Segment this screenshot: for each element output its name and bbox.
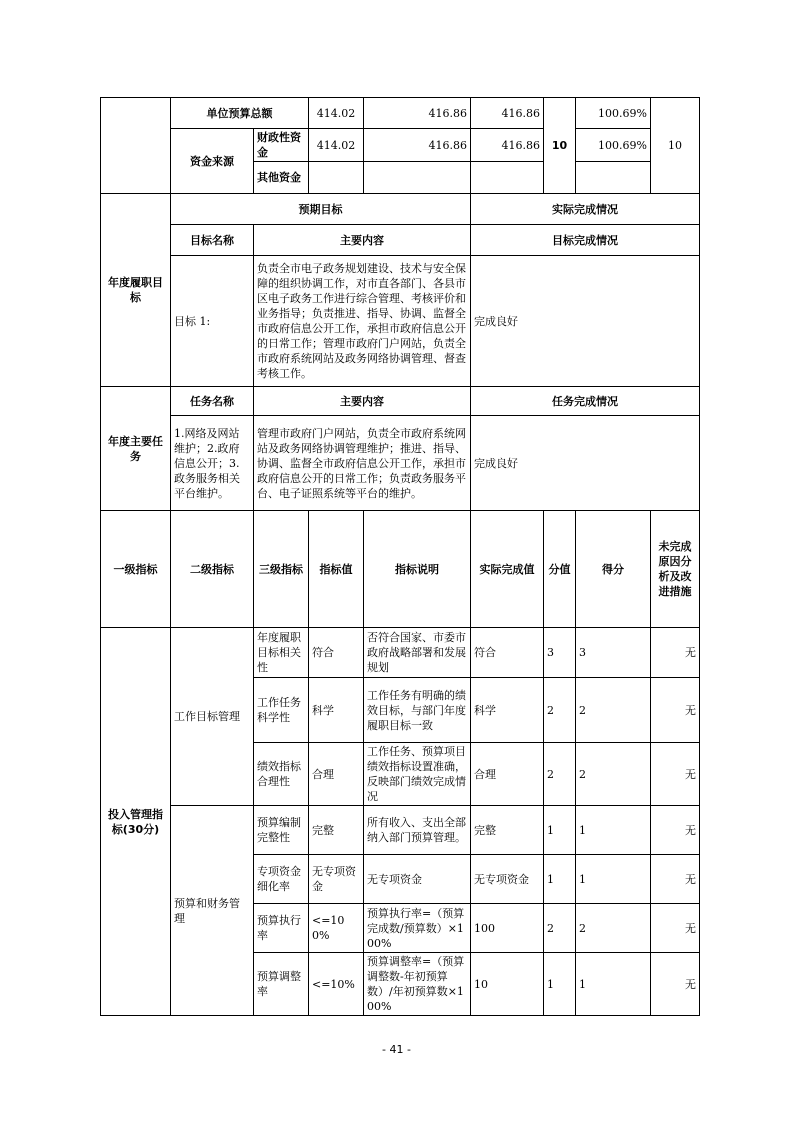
- main-content-header: 主要内容: [254, 225, 471, 256]
- indicator-description: 工作任务、预算项目绩效指标设置准确，反映部门绩效完成情况: [364, 743, 471, 806]
- budget-rate: 100.69%: [576, 129, 651, 162]
- task-name-header: 任务名称: [171, 387, 254, 416]
- task-row: [101, 416, 700, 511]
- page-number: - 41 -: [382, 1043, 411, 1056]
- budget-fiscal-row: [101, 129, 700, 162]
- blank-cell: [471, 162, 544, 194]
- goals-header-row: [101, 194, 700, 225]
- score: 2: [576, 678, 651, 743]
- task-result: 完成良好: [471, 416, 700, 511]
- indicator-description: 工作任务有明确的绩效目标，与部门年度履职目标一致: [364, 678, 471, 743]
- budget-total-row: [101, 98, 700, 129]
- points: 3: [544, 628, 576, 678]
- actual-value: 完整: [471, 806, 544, 855]
- indicator-description: 无专项资金: [364, 855, 471, 904]
- actual-completion-header: 实际完成情况: [471, 194, 700, 225]
- goal-name: 目标 1:: [171, 256, 254, 387]
- blank-cell: [101, 98, 171, 194]
- level3-indicator: 工作任务科学性: [254, 678, 309, 743]
- level3-indicator: 预算执行率: [254, 904, 309, 953]
- actual-value: 10: [471, 953, 544, 1016]
- blank-cell: [576, 162, 651, 194]
- points: 1: [544, 855, 576, 904]
- level3-indicator: 年度履职目标相关性: [254, 628, 309, 678]
- indicator-description: 否符合国家、市委市政府战略部署和发展规划: [364, 628, 471, 678]
- goal-row: [101, 256, 700, 387]
- indicator-header: 未完成原因分析及改进措施: [651, 511, 700, 628]
- reason: 无: [651, 855, 700, 904]
- indicator-description: 预算调整率=（预算调整数-年初预算数）/年初预算数×100%: [364, 953, 471, 1016]
- budget-cell: 414.02: [309, 98, 364, 129]
- reason: 无: [651, 904, 700, 953]
- score: 3: [576, 628, 651, 678]
- actual-value: 科学: [471, 678, 544, 743]
- reason: 无: [651, 953, 700, 1016]
- budget-final-score: 10: [651, 98, 700, 194]
- indicator-value: 合理: [309, 743, 364, 806]
- budget-cell: 416.86: [364, 98, 471, 129]
- other-fund-label: 其他资金: [254, 162, 309, 194]
- budget-cell: 414.02: [309, 129, 364, 162]
- budget-cell: 416.86: [471, 98, 544, 129]
- level3-indicator: 专项资金细化率: [254, 855, 309, 904]
- indicator-header: 三级指标: [254, 511, 309, 628]
- annual-goals-label: 年度履职目标: [101, 194, 171, 387]
- task-content-header: 主要内容: [254, 387, 471, 416]
- annual-tasks-label: 年度主要任务: [101, 387, 171, 511]
- score: 2: [576, 904, 651, 953]
- points: 2: [544, 678, 576, 743]
- indicator-value: 完整: [309, 806, 364, 855]
- budget-score: 10: [544, 98, 576, 194]
- points: 2: [544, 904, 576, 953]
- goals-subheader-row: [101, 225, 700, 256]
- goal-result: 完成良好: [471, 256, 700, 387]
- budget-cell: 416.86: [364, 129, 471, 162]
- goal-content: 负责全市电子政务规划建设、技术与安全保障的组织协调工作，对市直各部门、各县市区电子政务工作进行综合管理、考核评价和业务指导；负责推进、指导、协调、监督全市政府信息公开工作，承担市政府信息公开的日常工作；管理市政府门户网站，负责全市政府系统网站及政务网络协调管理、督查考核工作。: [254, 256, 471, 387]
- reason: 无: [651, 806, 700, 855]
- actual-value: 合理: [471, 743, 544, 806]
- actual-value: 无专项资金: [471, 855, 544, 904]
- level3-indicator: 预算调整率: [254, 953, 309, 1016]
- blank-cell: [364, 162, 471, 194]
- budget-cell: 416.86: [471, 129, 544, 162]
- indicator-value: 符合: [309, 628, 364, 678]
- goal-result-header: 目标完成情况: [471, 225, 700, 256]
- task-name: 1.网络及网站维护；2.政府信息公开；3.政务服务相关平台维护。: [171, 416, 254, 511]
- actual-value: 符合: [471, 628, 544, 678]
- task-result-header: 任务完成情况: [471, 387, 700, 416]
- reason: 无: [651, 628, 700, 678]
- points: 1: [544, 953, 576, 1016]
- indicator-header: 分值: [544, 511, 576, 628]
- goal-name-header: 目标名称: [171, 225, 254, 256]
- indicator-header: 二级指标: [171, 511, 254, 628]
- level3-indicator: 预算编制完整性: [254, 806, 309, 855]
- indicator-value: <=10%: [309, 953, 364, 1016]
- tasks-header-row: [101, 387, 700, 416]
- indicator-header: 实际完成值: [471, 511, 544, 628]
- score: 2: [576, 743, 651, 806]
- indicator-value: 科学: [309, 678, 364, 743]
- score: 1: [576, 806, 651, 855]
- score: 1: [576, 855, 651, 904]
- expected-goals-header: 预期目标: [171, 194, 471, 225]
- score: 1: [576, 953, 651, 1016]
- points: 2: [544, 743, 576, 806]
- level3-indicator: 绩效指标合理性: [254, 743, 309, 806]
- task-content: 管理市政府门户网站，负责全市政府系统网站及政务网络协调管理维护；推进、指导、协调、监督全市政府信息公开工作，承担市政府信息公开的日常工作；负责政务服务平台、电子证照系统等平台的维护。: [254, 416, 471, 511]
- points: 1: [544, 806, 576, 855]
- level1-indicator: 投入管理指标(30分): [101, 628, 171, 1016]
- indicator-header: 一级指标: [101, 511, 171, 628]
- level2-indicator: 预算和财务管理: [171, 806, 254, 1016]
- level2-indicator: 工作目标管理: [171, 628, 254, 806]
- performance-table: [100, 97, 700, 1016]
- fiscal-fund-label: 财政性资金: [254, 129, 309, 162]
- blank-cell: [309, 162, 364, 194]
- reason: 无: [651, 678, 700, 743]
- indicator-header: 得分: [576, 511, 651, 628]
- indicator-row: [101, 806, 700, 855]
- reason: 无: [651, 743, 700, 806]
- indicator-header-row: [101, 511, 700, 628]
- indicator-header: 指标值: [309, 511, 364, 628]
- indicator-value: 无专项资金: [309, 855, 364, 904]
- indicator-value: <=100%: [309, 904, 364, 953]
- indicator-description: 所有收入、支出全部纳入部门预算管理。: [364, 806, 471, 855]
- indicator-description: 预算执行率=（预算完成数/预算数）×100%: [364, 904, 471, 953]
- budget-total-label: 单位预算总额: [171, 98, 309, 129]
- budget-rate: 100.69%: [576, 98, 651, 129]
- indicator-row: [101, 628, 700, 678]
- indicator-header: 指标说明: [364, 511, 471, 628]
- fund-source-label: 资金来源: [171, 129, 254, 194]
- actual-value: 100: [471, 904, 544, 953]
